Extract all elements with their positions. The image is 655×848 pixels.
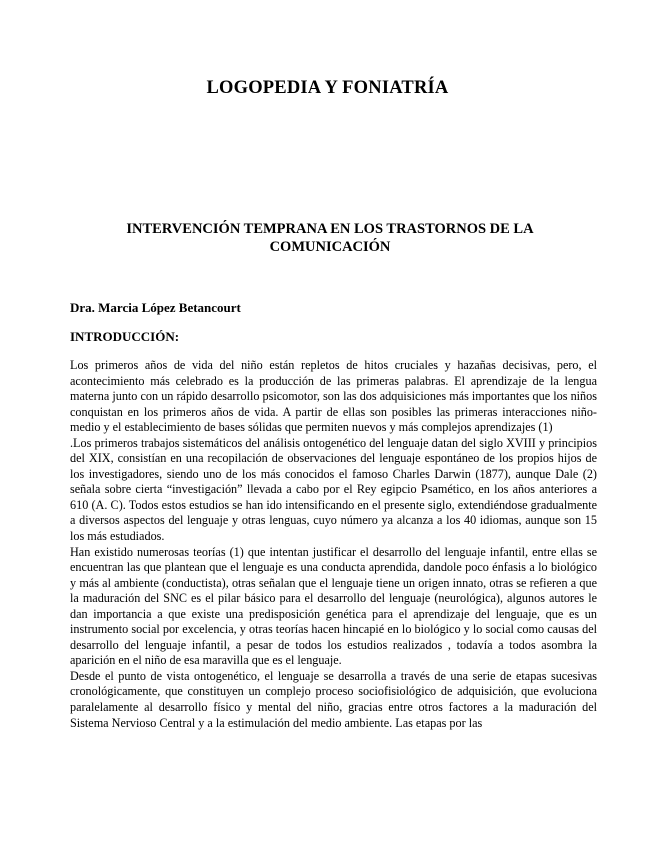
body-text (70, 358, 597, 731)
section-heading-introduction: INTRODUCCIÓN: (70, 329, 180, 344)
paragraph: Los primeros años de vida del niño están repletos de hitos cruciales y hazañas decisivas, pero, el acontecimiento más celebrado es la producción de las primeras palabras. El aprendizaje de la lengua materna junto con un rápido desarrollo psicomotor, son las dos adquisiciones más importantes que los niños conquistan en los primeros años de vida. A partir de ellas son posibles las primeras interacciones niño-medio y el establecimiento de bases sólidas que permiten nuevos y más complejos aprendizajes (1) (70, 358, 597, 435)
paragraph: Desde el punto de vista ontogenético, el lenguaje se desarrolla a través de una serie de etapas sucesivas cronológicamente, que constituyen un complejo proceso sociofisiológico de adquisición, que evoluciona paralelamente al desarrollo físico y mental del niño, gracias entre otros factores a la maduración del Sistema Nervioso Central y a la estimulación del medio ambiente. Las etapas por las (70, 668, 597, 730)
author-name: Dra. Marcia López Betancourt (70, 300, 241, 315)
article-subtitle: INTERVENCIÓN TEMPRANA EN LOS TRASTORNOS DE LA COMUNICACIÓN (126, 221, 534, 255)
paragraph: .Los primeros trabajos sistemáticos del análisis ontogenético del lenguaje datan del siglo XVIII y principios del XIX, consistían en una recopilación de observaciones del lenguaje espontáneo de los propios hijos de los investigadores, siendo uno de los más conocidos el famoso Charles Darwin (1877), aunque Dale (2) señala sobre cierta “investigación” llevada a cabo por el Rey egipcio Psamético, en los años anteriores a 610 (A. C). Todos estos estudios se han ido intensificando en el presente siglo, extendiéndose gradualmente a diversos aspectos del lenguaje y otras lenguas, cuyo número ya alcanza a los 40 idiomas, aunque son 15 los más estudiados. (70, 435, 597, 544)
paragraph: Han existido numerosas teorías (1) que intentan justificar el desarrollo del lenguaje infantil, entre ellas se encuentran las que plantean que el lenguaje es una conducta aprendida, dandole poco énfasis a lo biológico y más al ambiente (conductista), otras señalan que el lenguaje tiene un origen innato, otras se refieren a que la maduración del SNC es el pilar básico para el desarrollo del lenguaje (neurológica), algunos autores le dan importancia a que existe una predisposición genética para el aprendizaje del lenguaje, que es un instrumento social por excelencia, y otras teorías hacen hincapié en lo biológico y lo social como causas del desarrollo del lenguaje infantil, a pesar de todos los estudios realizados , todavía a todos asombra la aparición en el niño de esa maravilla que es el lenguaje. (70, 544, 597, 668)
document-title: LOGOPEDIA Y FONIATRÍA (206, 78, 449, 98)
